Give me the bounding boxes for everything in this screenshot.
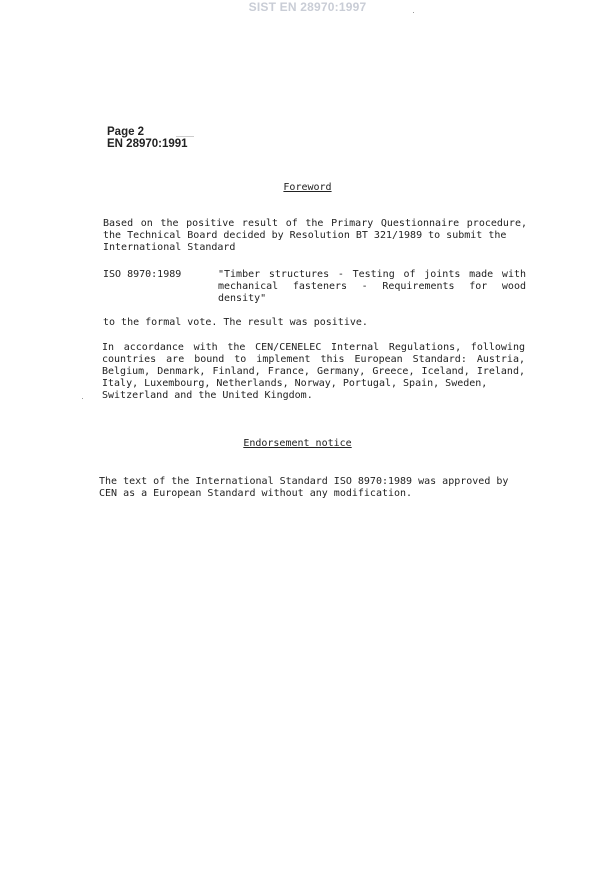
endorsement-paragraph-text: The text of the International Standard ISO 8970:1989 was approved by	[99, 476, 509, 487]
document-id: EN 28970:1991	[107, 138, 188, 150]
scan-speck	[413, 12, 414, 13]
endorsement-paragraph	[99, 476, 523, 500]
page-number: Page 2	[107, 126, 145, 138]
foreword-paragraph-3-last-line: Switzerland and the United Kingdom.	[102, 390, 313, 401]
foreword-paragraph-1-last-line: International Standard	[103, 242, 236, 253]
foreword-paragraph-1	[103, 218, 527, 254]
standard-reference-title: "Timber structures - Testing of joints made with mechanical fasteners - Requirements for wood density"	[218, 269, 526, 304]
foreword-paragraph-3-text: In accordance with the CEN/CENELEC Internal Regulations, following countries are bound to implement this European Standard: Austria, Belgium, Denmark, Finland, France, Germany, Greece, Iceland, Ireland, Italy, Luxembourg, Netherlands, Norway, Portugal, Spain, Sweden,	[102, 342, 525, 389]
foreword-paragraph-2: to the formal vote. The result was positive.	[103, 317, 368, 328]
scan-speck	[176, 136, 194, 137]
endorsement-paragraph-last-line: CEN as a European Standard without any modification.	[99, 488, 413, 499]
page-header	[107, 126, 188, 150]
standard-reference-code: ISO 8970:1989	[103, 269, 182, 280]
foreword-heading: Foreword	[283, 182, 332, 193]
foreword-paragraph-1-text: Based on the positive result of the Primary Questionnaire procedure, the Technical Board decided by Resolution BT 321/1989 to submit the	[103, 218, 527, 241]
foreword-paragraph-3	[102, 342, 525, 402]
scan-speck	[82, 398, 83, 399]
endorsement-heading: Endorsement notice	[243, 438, 352, 449]
watermark: SIST EN 28970:1997	[248, 0, 367, 14]
